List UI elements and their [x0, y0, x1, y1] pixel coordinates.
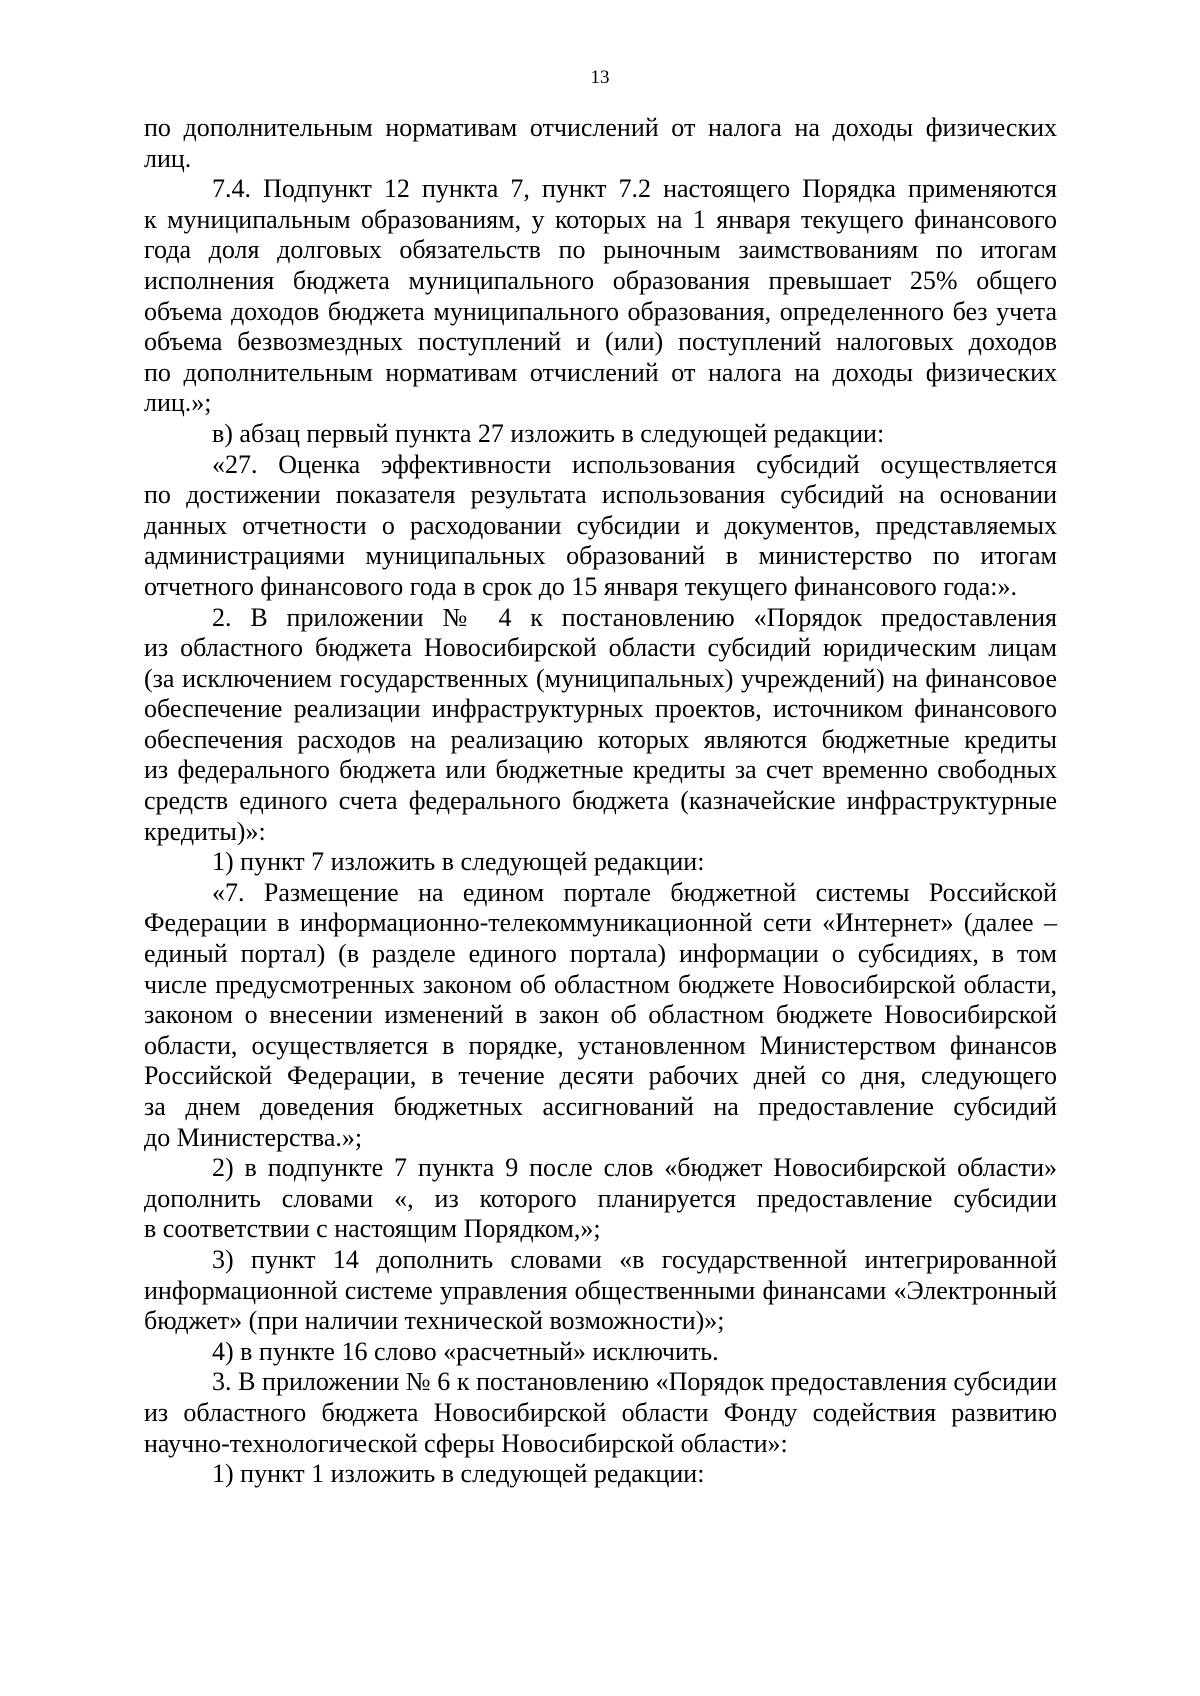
text-line: законом о внесении изменений в закон об областном бюджете Новосибирской [144, 1000, 1057, 1030]
text-line: обеспечение реализации инфраструктурных проектов, источником финансового [144, 694, 1057, 724]
text-line: единый портал) (в разделе единого портала) информации о субсидиях, в том [144, 939, 1057, 969]
text-line: данных отчетности о расходовании субсидии и документов, представляемых [144, 510, 1057, 540]
text-line: 1) пункт 7 изложить в следующей редакции: [212, 847, 705, 877]
text-line: лиц. [144, 143, 192, 173]
text-line: средств единого счета федерального бюджета (казначейские инфраструктурные [144, 786, 1057, 816]
text-line: обеспечения расходов на реализацию которых являются бюджетные кредиты [144, 724, 1057, 754]
text-line: объема безвозмездных поступлений и (или) поступлений налоговых доходов [144, 327, 1057, 357]
text-line: администрациями муниципальных образований в министерство по итогам [144, 541, 1057, 571]
text-line: отчетного финансового года в срок до 15 января текущего финансового года:». [144, 571, 1018, 601]
text-line: «7. Размещение на едином портале бюджетной системы Российской [212, 877, 1057, 907]
text-line: «27. Оценка эффективности использования субсидий осуществляется [212, 449, 1057, 479]
document-body [144, 113, 1057, 1490]
text-line: за днем доведения бюджетных ассигнований на предоставление субсидий [144, 1092, 1057, 1121]
text-line: по дополнительным нормативам отчислений от налога на доходы физических [144, 357, 1057, 387]
text-line: 1) пункт 1 изложить в следующей редакции: [212, 1459, 705, 1489]
text-line: из областного бюджета Новосибирской области Фонду содействия развитию [144, 1397, 1057, 1427]
text-line: к муниципальным образованиям, у которых на 1 января текущего финансового [144, 204, 1057, 234]
text-line: из федерального бюджета или бюджетные кредиты за счет временно свободных [144, 755, 1057, 785]
text-line: 3) пункт 14 дополнить словами «в государственной интегрированной [212, 1244, 1057, 1274]
text-line: лиц.»; [144, 388, 212, 418]
text-line: 3. В приложении № 6 к постановлению «Порядок предоставления субсидии [212, 1367, 1057, 1397]
text-line: информационной системе управления общественными финансами «Электронный [144, 1275, 1057, 1305]
text-line: из областного бюджета Новосибирской области субсидий юридическим лицам [144, 633, 1057, 663]
text-line: по дополнительным нормативам отчислений от налога на доходы физических [144, 113, 1057, 142]
text-line: в соответствии с настоящим Порядком,»; [144, 1214, 601, 1244]
text-line: области, осуществляется в порядке, установленном Министерством финансов [144, 1030, 1057, 1060]
text-line: 2. В приложении № 4 к постановлению «Порядок предоставления [212, 602, 1057, 632]
text-line: 4) в пункте 16 слово «расчетный» исключить. [212, 1336, 719, 1366]
text-line: в) абзац первый пункта 27 изложить в следующей редакции: [212, 418, 885, 448]
text-line: года доля долговых обязательств по рыночным заимствованиям по итогам [144, 235, 1057, 265]
text-line: исполнения бюджета муниципального образования превышает 25% общего [144, 265, 1057, 295]
text-line: 7.4. Подпункт 12 пункта 7, пункт 7.2 настоящего Порядка применяются [212, 174, 1057, 204]
text-line: Российской Федерации, в течение десяти рабочих дней со дня, следующего [144, 1061, 1057, 1091]
text-line: Федерации в информационно-телекоммуникационной сети «Интернет» (далее – [144, 908, 1057, 938]
text-line: по достижении показателя результата использования субсидий на основании [144, 480, 1057, 510]
text-line: бюджет» (при наличии технической возможности)»; [144, 1306, 725, 1336]
text-line: числе предусмотренных законом об областном бюджете Новосибирской области, [144, 969, 1057, 999]
text-line: (за исключением государственных (муниципальных) учреждений) на финансовое [144, 663, 1057, 693]
page-number: 13 [590, 67, 610, 88]
text-line: 2) в подпункте 7 пункта 9 после слов «бюджет Новосибирской области» [212, 1153, 1057, 1183]
text-line: дополнить словами «, из которого планируется предоставление субсидии [144, 1183, 1057, 1213]
text-line: научно-технологической сферы Новосибирской области»: [144, 1428, 788, 1458]
text-line: до Министерства.»; [144, 1122, 363, 1152]
text-line: кредиты)»: [144, 816, 266, 846]
text-line: объема доходов бюджета муниципального образования, определенного без учета [144, 296, 1057, 326]
